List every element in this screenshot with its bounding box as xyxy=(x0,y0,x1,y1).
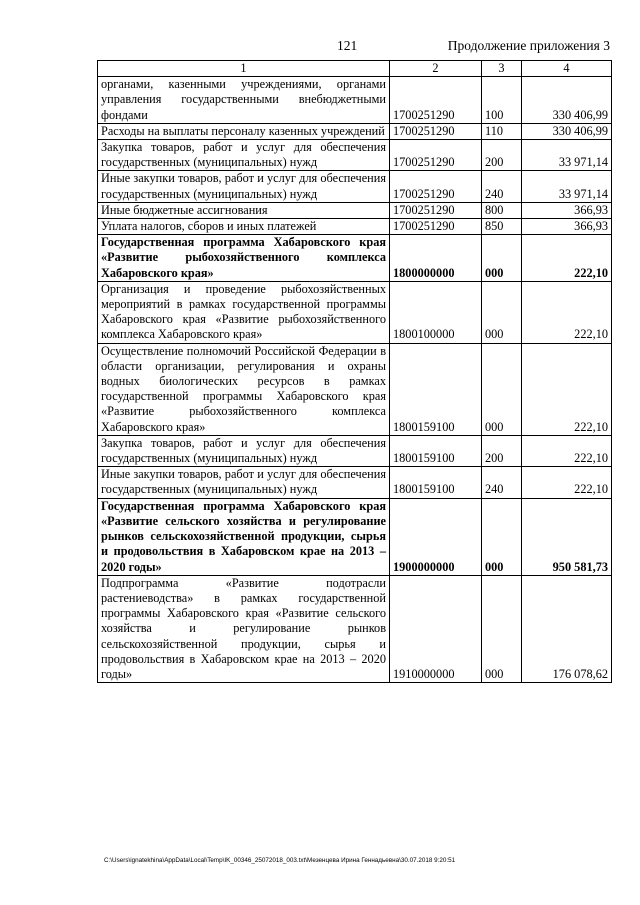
row-description: Иные закупки товаров, работ и услуг для обеспечения государственных (муниципальных) нужд xyxy=(98,467,390,498)
row-description: Государственная программа Хабаровского края «Развитие рыбохозяйственного комплекса Хабаровского края» xyxy=(98,235,390,282)
row-target-code: 1800100000 xyxy=(390,281,482,343)
row-target-code: 1910000000 xyxy=(390,575,482,682)
table-body xyxy=(98,77,612,683)
table-row xyxy=(98,235,612,282)
table-row xyxy=(98,435,612,466)
row-target-code: 1700251290 xyxy=(390,171,482,202)
row-description: Иные бюджетные ассигнования xyxy=(98,202,390,218)
row-amount: 222,10 xyxy=(522,467,612,498)
column-header-3: 3 xyxy=(482,61,522,77)
row-expense-type: 000 xyxy=(482,281,522,343)
table-row xyxy=(98,219,612,235)
row-target-code: 1800159100 xyxy=(390,343,482,435)
footer-file-path: C:\Users\ignatekhina\AppData\Local\Temp\IK_00346_25072018_003.txt\Мезенцева Ирина Геннадьевна\30.07.2018 9:20:51 xyxy=(104,857,456,864)
row-amount: 176 078,62 xyxy=(522,575,612,682)
row-target-code: 1900000000 xyxy=(390,498,482,575)
table-row xyxy=(98,467,612,498)
row-description: органами, казенными учреждениями, органами управления государственными внебюджетными фондами xyxy=(98,77,390,124)
row-target-code: 1700251290 xyxy=(390,123,482,139)
row-target-code: 1700251290 xyxy=(390,202,482,218)
row-amount: 222,10 xyxy=(522,435,612,466)
continuation-label: Продолжение приложения 3 xyxy=(447,38,610,53)
row-expense-type: 200 xyxy=(482,140,522,171)
table-row xyxy=(98,123,612,139)
row-expense-type: 000 xyxy=(482,575,522,682)
row-expense-type: 850 xyxy=(482,219,522,235)
row-description: Расходы на выплаты персоналу казенных учреждений xyxy=(98,123,390,139)
budget-table xyxy=(97,60,612,683)
row-amount: 33 971,14 xyxy=(522,140,612,171)
row-expense-type: 240 xyxy=(482,467,522,498)
row-target-code: 1800000000 xyxy=(390,235,482,282)
row-amount: 330 406,99 xyxy=(522,77,612,124)
row-description: Осуществление полномочий Российской Федерации в области организации, регулирования и охраны водных биологических ресурсов в рамках государственной программы Хабаровского края «Развитие рыбохозяйственного комплекса Хабаровского края» xyxy=(98,343,390,435)
table-row xyxy=(98,343,612,435)
row-expense-type: 110 xyxy=(482,123,522,139)
row-expense-type: 800 xyxy=(482,202,522,218)
table-row xyxy=(98,575,612,682)
row-expense-type: 000 xyxy=(482,498,522,575)
table-row xyxy=(98,498,612,575)
row-target-code: 1700251290 xyxy=(390,140,482,171)
row-expense-type: 240 xyxy=(482,171,522,202)
row-description: Закупка товаров, работ и услуг для обеспечения государственных (муниципальных) нужд xyxy=(98,435,390,466)
table-row xyxy=(98,171,612,202)
column-header-2: 2 xyxy=(390,61,482,77)
row-target-code: 1700251290 xyxy=(390,219,482,235)
row-target-code: 1800159100 xyxy=(390,435,482,466)
row-description: Уплата налогов, сборов и иных платежей xyxy=(98,219,390,235)
column-header-1: 1 xyxy=(98,61,390,77)
table-row xyxy=(98,77,612,124)
row-amount: 330 406,99 xyxy=(522,123,612,139)
row-description: Организация и проведение рыбохозяйственных мероприятий в рамках государственной программы Хабаровского края «Развитие рыбохозяйственного комплекса Хабаровского края» xyxy=(98,281,390,343)
column-header-4: 4 xyxy=(522,61,612,77)
table-header xyxy=(98,61,612,77)
row-expense-type: 000 xyxy=(482,235,522,282)
row-target-code: 1800159100 xyxy=(390,467,482,498)
row-description: Подпрограмма «Развитие подотрасли растениеводства» в рамках государственной программы Хабаровского края «Развитие сельского хозяйства и регулирование рынков сельскохозяйственной продукции, сырья и продовольствия в Хабаровском крае на 2013 – 2020 годы» xyxy=(98,575,390,682)
row-description: Государственная программа Хабаровского края «Развитие сельского хозяйства и регулирование рынков сельскохозяйственной продукции, сырья и продовольствия в Хабаровском крае на 2013 – 2020 годы» xyxy=(98,498,390,575)
page-number: 121 xyxy=(337,38,358,53)
table-row xyxy=(98,281,612,343)
table-row xyxy=(98,140,612,171)
row-amount: 366,93 xyxy=(522,219,612,235)
row-description: Закупка товаров, работ и услуг для обеспечения государственных (муниципальных) нужд xyxy=(98,140,390,171)
row-amount: 222,10 xyxy=(522,343,612,435)
row-amount: 33 971,14 xyxy=(522,171,612,202)
row-expense-type: 000 xyxy=(482,343,522,435)
row-amount: 222,10 xyxy=(522,235,612,282)
table-row xyxy=(98,202,612,218)
row-target-code: 1700251290 xyxy=(390,77,482,124)
row-amount: 366,93 xyxy=(522,202,612,218)
row-amount: 950 581,73 xyxy=(522,498,612,575)
row-expense-type: 100 xyxy=(482,77,522,124)
row-expense-type: 200 xyxy=(482,435,522,466)
row-description: Иные закупки товаров, работ и услуг для обеспечения государственных (муниципальных) нужд xyxy=(98,171,390,202)
row-amount: 222,10 xyxy=(522,281,612,343)
